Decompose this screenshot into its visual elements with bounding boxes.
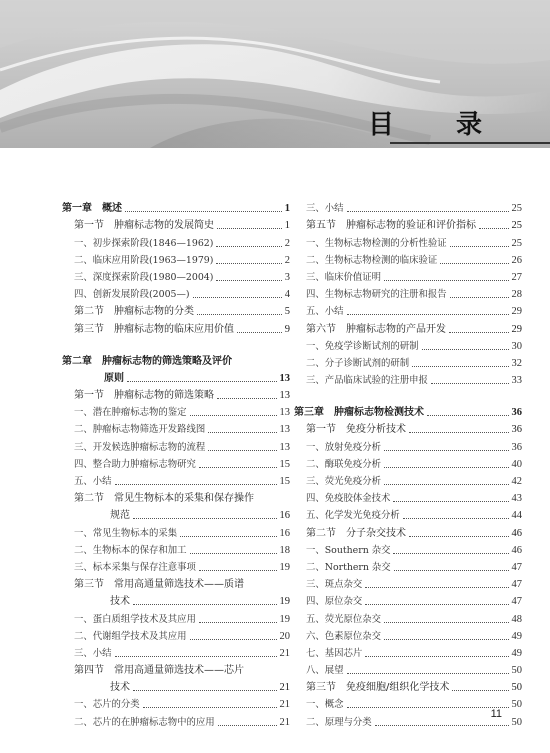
toc-entry[interactable] [294, 524, 522, 541]
leader-dots [384, 280, 508, 281]
toc-right-column [294, 200, 522, 731]
toc-entry-label: 一、免疫学诊断试剂的研制 [306, 340, 419, 352]
toc-entry-page: 50 [511, 716, 522, 728]
toc-entry-label: 一、芯片的分类 [74, 699, 140, 711]
toc-entry-label: 二、肿瘤标志物筛选开发路线图 [74, 424, 206, 436]
toc-entry-page: 16 [279, 510, 290, 522]
toc-entry-page: 1 [284, 203, 290, 215]
toc-entry-page: 36 [511, 441, 522, 453]
toc-entry-label: 一、概念 [306, 699, 344, 711]
toc-entry[interactable] [62, 593, 290, 610]
toc-entry-label: 第三节 肿瘤标志物的临床应用价值 [74, 323, 234, 335]
toc-entry-label: 第一节 免疫分析技术 [306, 424, 406, 436]
toc-entry-page: 15 [279, 458, 290, 470]
toc-entry-page: 49 [511, 647, 522, 659]
toc-entry[interactable] [294, 252, 522, 269]
toc-entry-page: 42 [511, 476, 522, 487]
leader-dots [384, 450, 508, 451]
toc-entry[interactable] [62, 438, 290, 455]
toc-entry-label: 第一章 概述 [62, 203, 122, 215]
toc-entry-label: 五、小结 [74, 476, 112, 487]
toc-entry-page: 2 [284, 254, 290, 266]
leader-dots [125, 211, 282, 212]
toc-entry[interactable] [294, 438, 522, 455]
toc-entry[interactable] [294, 320, 522, 337]
leader-dots [115, 656, 277, 657]
toc-entry-label: 三、产品临床试验的注册申报 [306, 375, 428, 387]
toc-entry[interactable] [294, 593, 522, 610]
toc-entry-page: 50 [511, 665, 522, 677]
leader-dots [217, 398, 277, 399]
toc-entry[interactable] [62, 286, 290, 303]
toc-entry[interactable] [294, 679, 522, 696]
toc-entry-label: 四、整合助力肿瘤标志物研究 [74, 458, 196, 470]
toc-entry-label: 二、生物标志物检测的临床验证 [306, 254, 438, 266]
leader-dots [127, 381, 277, 382]
toc-entry-label: 规范 [110, 510, 130, 522]
toc-entry[interactable] [62, 662, 290, 679]
toc-entry[interactable] [294, 286, 522, 303]
toc-entry[interactable] [294, 507, 522, 524]
leader-dots [216, 280, 281, 281]
leader-dots [365, 656, 508, 657]
leader-dots [199, 467, 277, 468]
toc-entry[interactable] [62, 679, 290, 696]
toc-entry[interactable] [294, 542, 522, 559]
leader-dots [217, 228, 282, 229]
leader-dots [190, 553, 277, 554]
toc-entry-page: 50 [511, 699, 522, 711]
toc-entry[interactable] [62, 490, 290, 507]
toc-entry-label: 二、芯片的在肿瘤标志物中的应用 [74, 716, 215, 728]
toc-entry[interactable] [62, 696, 290, 713]
toc-entry-label: 四、创新发展阶段(2005—) [74, 289, 190, 301]
toc-entry-page: 25 [511, 237, 522, 249]
title-row [0, 104, 550, 142]
toc-entry-page: 3 [284, 271, 290, 283]
toc-entry-page: 48 [511, 613, 522, 625]
toc-entry-label: 八、展望 [306, 665, 344, 677]
toc-entry-page: 4 [284, 289, 290, 301]
toc-entry[interactable] [62, 610, 290, 627]
toc-entry[interactable] [62, 507, 290, 524]
toc-entry-label: 五、荧光原位杂交 [306, 613, 382, 625]
toc-entry-page: 13 [279, 390, 290, 402]
leader-dots [427, 415, 509, 416]
toc-entry-page: 25 [511, 203, 522, 215]
page-number: 11 [490, 708, 502, 720]
toc-entry-page: 43 [511, 493, 522, 505]
toc-entry-page: 50 [511, 682, 522, 694]
toc-entry-page: 18 [279, 544, 290, 556]
leader-dots [422, 349, 509, 350]
toc-entry-page: 21 [279, 647, 290, 659]
toc-entry-label: 第三章 肿瘤标志物检测技术 [294, 407, 424, 419]
toc-entry[interactable] [62, 269, 290, 286]
toc-entry-page: 29 [511, 306, 522, 318]
toc-entry-page: 30 [511, 340, 522, 352]
page-title: 目 录 [367, 110, 500, 140]
toc-entry[interactable] [62, 353, 290, 370]
toc-entry[interactable] [62, 320, 290, 337]
toc-entry[interactable] [62, 524, 290, 541]
toc-entry[interactable] [294, 662, 522, 679]
toc-entry-label: 一、常见生物标本的采集 [74, 527, 178, 539]
toc-entry-label: 七、基因芯片 [306, 647, 363, 659]
toc-entry-page: 19 [279, 561, 290, 573]
toc-entry-page: 13 [279, 424, 290, 436]
toc-entry-label: 四、免疫胶体金技术 [306, 493, 391, 505]
leader-dots [237, 332, 282, 333]
toc-entry[interactable] [62, 421, 290, 438]
leader-dots [190, 415, 277, 416]
leader-dots [347, 707, 509, 708]
toc-entry[interactable] [62, 370, 290, 387]
leader-dots [393, 553, 508, 554]
toc-entry-label: 二、原理与分类 [306, 716, 372, 728]
section-gap [62, 338, 290, 353]
toc-entry-label: 一、生物标志物检测的分析性验证 [306, 237, 447, 249]
toc-entry[interactable] [294, 713, 522, 730]
toc-entry-page: 21 [279, 699, 290, 711]
leader-dots [403, 518, 509, 519]
toc-entry-page: 19 [279, 613, 290, 625]
leader-dots [347, 314, 509, 315]
leader-dots [375, 725, 509, 726]
leader-dots [450, 297, 509, 298]
toc-entry-label: 第四节 常用高通量筛选技术——芯片 [74, 665, 244, 677]
leader-dots [449, 332, 509, 333]
toc-entry[interactable] [62, 234, 290, 251]
toc-entry-page: 13 [279, 407, 290, 419]
toc-entry-label: 三、斑点杂交 [306, 579, 363, 591]
toc-entry[interactable] [62, 542, 290, 559]
leader-dots [115, 484, 277, 485]
toc-entry-label: 三、临床价值证明 [306, 271, 382, 283]
toc-entry-label: 三、开发候选肿瘤标志物的流程 [74, 441, 206, 453]
leader-dots [216, 246, 281, 247]
toc-entry-label: 六、色素原位杂交 [306, 630, 382, 642]
toc-entry-label: 四、原位杂交 [306, 596, 363, 608]
toc-entry[interactable] [62, 473, 290, 490]
toc-entry[interactable] [62, 217, 290, 234]
toc-entry[interactable] [62, 252, 290, 269]
leader-dots [197, 314, 282, 315]
leader-dots [431, 383, 509, 384]
toc-entry-page: 19 [279, 596, 290, 608]
toc-entry-page: 36 [511, 407, 522, 419]
toc-entry-page: 26 [511, 254, 522, 266]
leader-dots [452, 690, 508, 691]
leader-dots [394, 570, 509, 571]
toc-entry-label: 二、Northern 杂交 [306, 561, 391, 573]
toc-entry[interactable] [294, 338, 522, 355]
toc-entry-page: 36 [511, 424, 522, 436]
leader-dots [208, 432, 276, 433]
toc-entry-label: 三、小结 [74, 647, 112, 659]
toc-entry-label: 第二章 肿瘤标志物的筛选策略及评价 [62, 355, 232, 367]
toc-entry-page: 49 [511, 630, 522, 642]
toc-entry-label: 技术 [110, 682, 130, 694]
leader-dots [143, 707, 277, 708]
toc-entry-page: 47 [511, 579, 522, 591]
toc-entry[interactable] [62, 713, 290, 730]
leader-dots [190, 639, 277, 640]
toc-entry-page: 5 [284, 306, 290, 318]
toc-entry[interactable] [294, 696, 522, 713]
toc-entry-page: 13 [279, 372, 290, 384]
toc-entry[interactable] [294, 456, 522, 473]
toc-entry-page: 1 [284, 220, 290, 232]
leader-dots [440, 263, 508, 264]
toc-entry-page: 25 [511, 220, 522, 232]
toc-entry-page: 47 [511, 596, 522, 608]
leader-dots [393, 501, 508, 502]
toc-entry-page: 15 [279, 476, 290, 487]
toc-entry-label: 第五节 肿瘤标志物的验证和评价指标 [306, 220, 476, 232]
toc-entry[interactable] [294, 628, 522, 645]
leader-dots [193, 297, 282, 298]
leader-dots [365, 587, 508, 588]
toc-entry-page: 46 [511, 527, 522, 539]
toc-entry-label: 三、标本采集与保存注意事项 [74, 561, 196, 573]
toc-entry[interactable] [62, 404, 290, 421]
toc-entry[interactable] [294, 355, 522, 372]
toc-entry-page: 16 [279, 527, 290, 539]
toc-entry-page: 40 [511, 458, 522, 470]
toc-entry-page: 9 [284, 323, 290, 335]
toc-entry[interactable] [294, 217, 522, 234]
toc-entry[interactable] [294, 421, 522, 438]
toc-entry-label: 第三节 常用高通量筛选技术——质谱 [74, 579, 244, 591]
toc-entry[interactable] [62, 456, 290, 473]
toc-entry[interactable] [62, 303, 290, 320]
toc-entry-label: 一、放射免疫分析 [306, 441, 382, 453]
toc-entry-label: 三、小结 [306, 203, 344, 215]
toc-entry-label: 第二节 分子杂交技术 [306, 527, 406, 539]
toc-entry-label: 二、临床应用阶段(1963—1979) [74, 254, 214, 266]
leader-dots [384, 484, 508, 485]
toc-entry[interactable] [62, 387, 290, 404]
leader-dots [409, 432, 509, 433]
leader-dots [218, 725, 277, 726]
toc-entry[interactable] [294, 234, 522, 251]
toc-entry-label: 五、化学发光免疫分析 [306, 510, 400, 522]
toc-entry-page: 33 [511, 375, 522, 387]
toc-entry-page: 21 [279, 682, 290, 694]
toc-entry-label: 第二节 常见生物标本的采集和保存操作 [74, 493, 254, 505]
leader-dots [347, 673, 509, 674]
toc-entry[interactable] [294, 269, 522, 286]
toc-entry-page: 13 [279, 441, 290, 453]
toc-entry-page: 21 [279, 716, 290, 728]
toc-entry-page: 32 [511, 357, 522, 369]
toc-entry-page: 20 [279, 630, 290, 642]
leader-dots [365, 604, 508, 605]
toc-entry-page: 47 [511, 561, 522, 573]
toc-entry-label: 第三节 免疫细胞/组织化学技术 [306, 682, 450, 694]
leader-dots [384, 467, 508, 468]
toc-entry-label: 二、酶联免疫分析 [306, 458, 382, 470]
toc-entry[interactable] [294, 559, 522, 576]
toc-entry[interactable] [62, 200, 290, 217]
leader-dots [180, 536, 276, 537]
toc-entry[interactable] [294, 645, 522, 662]
toc-entry-page: 44 [511, 510, 522, 522]
toc-entry[interactable] [294, 490, 522, 507]
toc-entry-label: 一、初步探索阶段(1846—1962) [74, 237, 214, 249]
toc-entry-page: 46 [511, 544, 522, 556]
toc-entry-label: 原则 [104, 372, 124, 384]
toc-entry-label: 二、分子诊断试剂的研制 [306, 357, 410, 369]
toc-entry[interactable] [294, 576, 522, 593]
toc-left-column [62, 200, 290, 731]
title-underline [390, 142, 550, 144]
leader-dots [133, 518, 277, 519]
toc-entry[interactable] [62, 576, 290, 593]
toc-entry-label: 第一节 肿瘤标志物的筛选策略 [74, 390, 214, 402]
toc-entry-label: 三、荧光免疫分析 [306, 476, 382, 487]
toc-entry-page: 29 [511, 323, 522, 335]
toc-entry-label: 三、深度探索阶段(1980—2004) [74, 271, 214, 283]
toc-entry[interactable] [294, 610, 522, 627]
toc-entry-label: 一、蛋白质组学技术及其应用 [74, 613, 196, 625]
toc-entry-label: 第二节 肿瘤标志物的分类 [74, 306, 194, 318]
leader-dots [133, 690, 277, 691]
leader-dots [199, 570, 277, 571]
toc-entry[interactable] [294, 404, 522, 421]
toc-entry[interactable] [294, 372, 522, 389]
leader-dots [450, 246, 509, 247]
leader-dots [412, 366, 508, 367]
toc-entry[interactable] [294, 200, 522, 217]
leader-dots [208, 450, 276, 451]
leader-dots [479, 228, 509, 229]
toc-entry-label: 第一节 肿瘤标志物的发展简史 [74, 220, 214, 232]
toc-entry-label: 技术 [110, 596, 130, 608]
leader-dots [347, 211, 509, 212]
section-gap [294, 389, 522, 404]
leader-dots [409, 536, 509, 537]
toc-entry-page: 28 [511, 289, 522, 301]
toc-entry[interactable] [62, 645, 290, 662]
toc-entry[interactable] [62, 559, 290, 576]
toc-entry-label: 二、代谢组学技术及其应用 [74, 630, 187, 642]
leader-dots [216, 263, 281, 264]
leader-dots [133, 604, 277, 605]
leader-dots [384, 622, 508, 623]
toc-entry[interactable] [62, 628, 290, 645]
toc-entry[interactable] [294, 303, 522, 320]
toc-entry-label: 第六节 肿瘤标志物的产品开发 [306, 323, 446, 335]
toc-entry-label: 一、潜在肿瘤标志物的鉴定 [74, 407, 187, 419]
toc-entry[interactable] [294, 473, 522, 490]
leader-dots [199, 622, 277, 623]
toc-entry-page: 2 [284, 237, 290, 249]
leader-dots [384, 639, 508, 640]
toc-entry-page: 27 [511, 271, 522, 283]
toc-entry-label: 五、小结 [306, 306, 344, 318]
toc-entry-label: 一、Southern 杂交 [306, 544, 391, 556]
toc-entry-label: 四、生物标志物研究的注册和报告 [306, 289, 447, 301]
toc-entry-label: 二、生物标本的保存和加工 [74, 544, 187, 556]
